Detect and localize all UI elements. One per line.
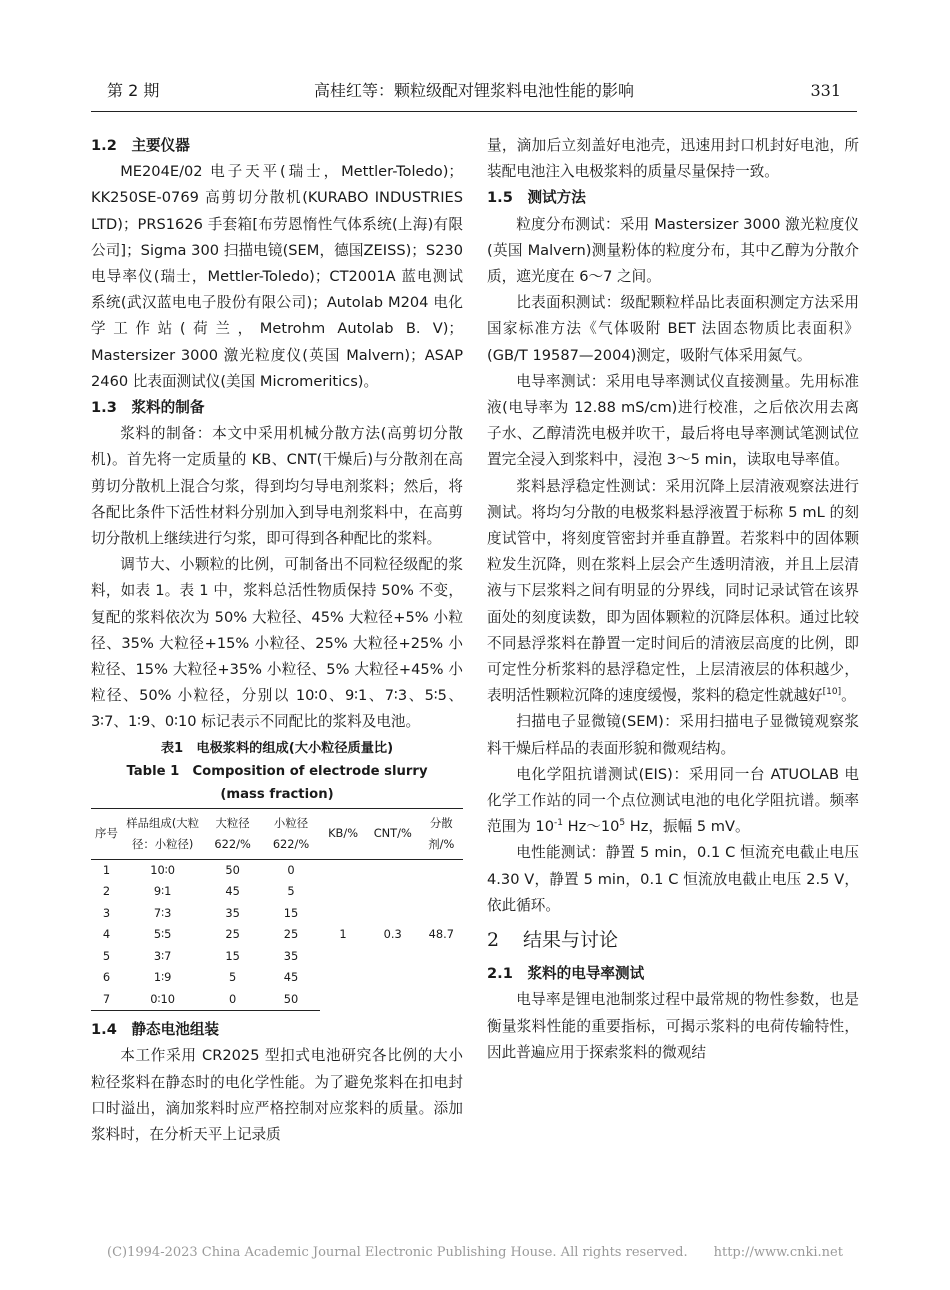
col-header-small: 小粒径622/%	[262, 808, 320, 859]
table-row	[91, 859, 463, 881]
particle-size-paragraph: 粒度分布测试：采用 Mastersizer 3000 激光粒度仪(英国 Malvern)测量粉体的粒度分布，其中乙醇为分散介质，遮光度在 6～7 之间。	[487, 215, 859, 286]
eis-text-a: 电化学阻抗谱测试(EIS)：采用同一台 ATUOLAB 电化学工作站的同一个点位测试电池的电化学阻抗谱。频率范围为 10	[487, 765, 859, 836]
cell-small: 50	[262, 989, 320, 1011]
ratio-paragraph: 调节大、小颗粒的比例，可制备出不同粒径级配的浆料，如表 1。表 1 中，浆料总活性物质保持 50% 不变，复配的浆料依次为 50% 大粒径、45% 大粒径+5% 小粒径、35% 大粒径+15% 小粒径、25% 大粒径+25% 小粒径、15% 大粒径+35% 小粒径、5% 大粒径+45% 小粒径、50% 小粒径，分别以 10∶0、9∶1、7∶3、5∶5、3∶7、1∶9、0∶10 标记表示不同配比的浆料及电池。	[91, 556, 463, 731]
cell-large: 25	[225, 927, 240, 942]
eis-text-c: Hz，振幅 5 mV。	[625, 818, 750, 836]
sem-paragraph: 扫描电子显微镜(SEM)：采用扫描电子显微镜观察浆料干燥后样品的表面形貌和微观结构。	[487, 713, 859, 757]
copyright-footer: (C)1994-2023 China Academic Journal Electronic Publishing House. All rights reserved. http://www.cnki.net	[107, 1245, 843, 1260]
section-1-4-heading: 1.4 静态电池组装	[91, 1021, 220, 1039]
battery-assembly-paragraph: 本工作采用 CR2025 型扣式电池研究各比例的大小粒径浆料在静态时的电化学性能。为了避免浆料在扣电封口时溢出，滴加浆料时应严格控制对应浆料的质量。添加浆料时，在分析天平上记录质	[91, 1047, 463, 1143]
cell-sample: 3∶7	[153, 948, 172, 963]
cell-large: 5	[228, 970, 237, 985]
eis-exponent-2: 5	[619, 818, 626, 829]
cell-small: 35	[283, 948, 299, 963]
section-1-3-heading: 1.3 浆料的制备	[91, 399, 205, 417]
table-caption-cn: 表1 电极浆料的组成(大小粒径质量比)	[160, 740, 394, 756]
suspension-paragraph	[487, 474, 859, 710]
cell-sample: 0∶10	[122, 989, 204, 1011]
eis-exponent-1: -1	[554, 818, 563, 829]
cell-large: 50	[225, 862, 240, 877]
eis-text-b: Hz～10	[562, 818, 620, 836]
cell-seq: 1	[102, 862, 111, 877]
cell-sample: 10∶0	[150, 862, 176, 877]
cell-seq: 5	[102, 948, 111, 963]
cell-small: 5	[287, 884, 295, 899]
electrical-performance-paragraph: 电性能测试：静置 5 min，0.1 C 恒流充电截止电压 4.30 V，静置 5 min，0.1 C 恒流放电截止电压 2.5 V，依此循环。	[487, 844, 859, 914]
section-1-5-heading: 1.5 测试方法	[487, 189, 586, 207]
page-header	[91, 80, 857, 110]
col-header-sample: 样品组成(大粒径：小粒径)	[122, 808, 204, 859]
cell-small: 25	[283, 927, 299, 942]
cell-small: 45	[283, 970, 299, 985]
cell-sample: 9∶1	[153, 884, 172, 899]
cell-dispersant: 48.7	[428, 927, 454, 942]
eis-paragraph	[487, 762, 859, 841]
slurry-prep-paragraph: 浆料的制备：本文中采用机械分散方法(高剪切分散机)。首先将一定质量的 KB、CNT(干燥后)与分散剂在高剪切分散机上混合匀浆，得到均匀导电剂浆料；然后，将各配比条件下活性材料分别加入到导电剂浆料中，在高剪切分散机上继续进行匀浆，即可得到各种配比的浆料。	[91, 425, 463, 548]
cell-small: 15	[283, 905, 299, 920]
cell-seq: 4	[102, 927, 111, 942]
instruments-paragraph: ME204E/02 电子天平(瑞士，Mettler-Toledo)；KK250SE-0769 高剪切分散机(KURABO INDUSTRIES LTD)；PRS1626 手套箱[布劳恩惰性气体系统(上海)有限公司]；Sigma 300 扫描电镜(SEM，德国ZEISS)；S230 电导率仪(瑞士，Mettler-Toledo)；CT2001A 蓝电测试系统(武汉蓝电电子股份有限公司)；Autolab M204 电化学工作站(荷兰，Metrohm Autolab B. V)；Mastersizer 3000 激光粒度仪(英国 Malvern)；ASAP 2460 比表面测试仪(美国 Micromeritics)。	[91, 163, 463, 390]
suspension-text: 浆料悬浮稳定性测试：采用沉降上层清液观察法进行测试。将均匀分散的电极浆料悬浮液置于标称 5 mL 的刻度试管中，将刻度管密封并垂直静置。若浆料中的固体颗粒发生沉降，则在浆料上层会产生透明清液，并且上层清液与下层浆料之间有明显的分界线，同时记录试管在该界面处的刻度读数，即为固体颗粒的沉降层体积。通过比较不同悬浮浆料在静置一定时间后的清液层高度的比例，即可定性分析浆料的悬浮稳定性，上层清液层的体积越少，表明活性颗粒沉降的速度缓慢，浆料的稳定性就越好	[487, 477, 859, 705]
bet-paragraph: 比表面积测试：级配颗粒样品比表面积测定方法采用国家标准方法《气体吸附 BET 法固态物质比表面积》(GB/T 19587—2004)测定，吸附气体采用氮气。	[487, 294, 859, 364]
col-header-kb: KB/%	[320, 808, 366, 859]
suspension-text-end: 。	[841, 687, 856, 705]
conductivity-results-paragraph: 电导率是锂电池制浆过程中最常规的物性参数，也是衡量浆料性能的重要指标，可揭示浆料的电荷传输特性，因此普遍应用于探索浆料的微观结	[487, 991, 859, 1061]
cell-large: 35	[225, 905, 240, 920]
cell-sample: 1∶9	[153, 970, 172, 985]
cell-seq: 6	[102, 970, 111, 985]
cell-seq: 7	[91, 989, 122, 1011]
section-2-title: 结果与讨论	[523, 929, 619, 952]
cell-sample: 5∶5	[153, 927, 172, 942]
cell-kb: 1	[339, 927, 347, 942]
table-header-row	[91, 808, 463, 859]
col-header-seq: 序号	[91, 808, 122, 859]
cell-large: 0	[203, 989, 261, 1011]
section-2-number: 2	[487, 929, 500, 952]
section-2-1-heading: 2.1 浆料的电导率测试	[487, 965, 645, 983]
cell-small: 0	[287, 862, 295, 877]
page-number: 331	[810, 81, 841, 100]
cell-large: 45	[225, 884, 240, 899]
section-2-heading	[487, 927, 859, 953]
col-header-large: 大粒径622/%	[203, 808, 261, 859]
cell-seq: 3	[102, 905, 111, 920]
running-title: 高桂红等：颗粒级配对锂浆料电池性能的影响	[313, 81, 634, 100]
assembly-continuation: 量，滴加后立刻盖好电池壳，迅速用封口机封好电池，所装配电池注入电极浆料的质量尽量保持一致。	[487, 137, 859, 181]
right-column	[487, 133, 859, 1066]
issue-label: 第 2 期	[107, 81, 160, 100]
citation-ref: [10]	[822, 687, 842, 698]
cell-large: 15	[225, 948, 240, 963]
cell-seq: 2	[102, 884, 111, 899]
header-rule	[91, 111, 857, 112]
left-column	[91, 133, 463, 1148]
col-header-cnt: CNT/%	[366, 808, 420, 859]
col-header-dispersant: 分散剂/%	[420, 808, 463, 859]
conductivity-paragraph: 电导率测试：采用电导率测试仪直接测量。先用标准液(电导率为 12.88 mS/cm)进行校准，之后依次用去离子水、乙醇清洗电极并吹干，最后将电导率测试笔测试位置完全浸入到浆料中，浸泡 3～5 min，读取电导率值。	[487, 372, 859, 469]
cell-sample: 7∶3	[153, 905, 172, 920]
section-1-2-heading: 1.2 主要仪器	[91, 137, 190, 154]
composition-table	[91, 808, 463, 1012]
table-caption-en: Table 1 Composition of electrode slurry	[126, 763, 428, 779]
cell-cnt: 0.3	[383, 927, 402, 942]
table-caption-en-2: (mass fraction)	[220, 786, 334, 802]
